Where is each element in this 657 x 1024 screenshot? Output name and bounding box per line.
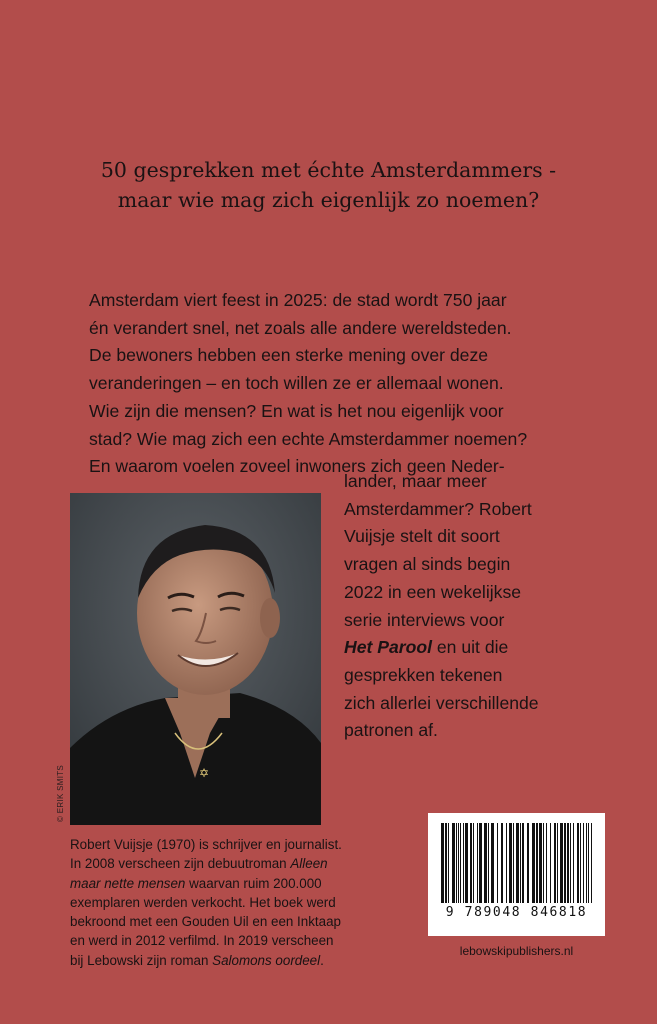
barcode-bar xyxy=(588,823,589,903)
bio-text: waarvan ruim 200.000 xyxy=(185,875,322,891)
barcode-bar xyxy=(458,823,459,903)
barcode-bar xyxy=(497,823,498,903)
blurb-line: patronen af. xyxy=(344,720,438,741)
newspaper-title: Het Parool xyxy=(344,637,432,658)
book-title: Salomons oordeel xyxy=(212,952,321,968)
barcode-bar xyxy=(532,823,535,903)
barcode-bar xyxy=(570,823,571,903)
barcode-bar xyxy=(546,823,547,903)
barcode-bar xyxy=(509,823,512,903)
barcode-bar xyxy=(460,823,461,903)
barcode-bar xyxy=(441,823,444,903)
barcode-bar xyxy=(554,823,556,903)
bio-line: exemplaren werden verkocht. Het boek werd xyxy=(70,894,336,910)
barcode-bar xyxy=(513,823,514,903)
barcode-bar xyxy=(445,823,447,903)
barcode-bar xyxy=(560,823,563,903)
barcode-bar xyxy=(484,823,487,903)
barcode-bar xyxy=(567,823,569,903)
blurb-continuation xyxy=(344,468,539,745)
barcode-bar xyxy=(456,823,457,903)
blurb-line: lander, maar meer xyxy=(344,471,487,491)
barcode-bar xyxy=(536,823,538,903)
blurb-line: Vuijsje stelt dit soort xyxy=(344,526,500,547)
blurb-line: En waarom voelen zoveel inwoners zich geen Neder- xyxy=(89,456,505,477)
barcode-bar xyxy=(516,823,519,903)
svg-text:✡: ✡ xyxy=(199,766,210,780)
barcode-bar xyxy=(479,823,482,903)
barcode-bar xyxy=(520,823,521,903)
barcode-bar xyxy=(522,823,524,903)
barcode-bar xyxy=(539,823,542,903)
blurb-line: vragen al sinds begin xyxy=(344,554,511,575)
barcode-bar xyxy=(448,823,449,903)
blurb-line: Amsterdammer? Robert xyxy=(344,498,532,519)
book-title: Alleen xyxy=(290,856,328,872)
publisher-website: lebowskipublishers.nl xyxy=(459,944,574,958)
tagline-line-2: maar wie mag zich eigenlijk zo noemen? xyxy=(117,188,540,212)
barcode-bar xyxy=(473,823,474,903)
barcode-bar xyxy=(564,823,566,903)
barcode-bar xyxy=(543,823,544,903)
blurb-line: Amsterdam viert feest in 2025: de stad wordt 750 jaar xyxy=(89,290,507,310)
barcode-bar xyxy=(580,823,581,903)
bio-line xyxy=(70,874,342,893)
barcode-bar xyxy=(463,823,464,903)
blurb-line: 2022 in een wekelijkse xyxy=(344,581,522,602)
barcode-bar xyxy=(501,823,503,903)
blurb-line: serie interviews voor xyxy=(344,609,505,630)
bio-line: Robert Vuijsje (1970) is schrijver en journalist. xyxy=(70,837,342,852)
barcode-bar xyxy=(452,823,455,903)
author-bio xyxy=(70,835,342,970)
barcode-bar xyxy=(573,823,574,903)
blurb-line xyxy=(344,634,539,662)
bio-line: bekroond met een Gouden Uil en een Inktaap xyxy=(70,914,341,930)
author-portrait-illustration xyxy=(70,493,321,825)
tagline-line-1: 50 gesprekken met échte Amsterdammers - xyxy=(100,158,557,182)
blurb-line: stad? Wie mag zich een echte Amsterdammer noemen? xyxy=(89,428,528,449)
blurb-line: Wie zijn die mensen? En wat is het nou eigenlijk voor xyxy=(89,400,504,421)
blurb-line: veranderingen – en toch willen ze er allemaal wonen. xyxy=(89,373,504,394)
bio-text: bij Lebowski zijn roman xyxy=(70,952,213,968)
barcode-bar xyxy=(583,823,584,903)
blurb-paragraph xyxy=(89,287,527,481)
bio-text: In 2008 verscheen zijn debuutroman xyxy=(70,856,291,872)
blurb-line: gesprekken tekenen xyxy=(344,664,503,685)
blurb-line: zich allerlei verschillende xyxy=(344,692,539,713)
bio-line: en werd in 2012 verfilmd. In 2019 verscheen xyxy=(70,933,334,949)
barcode-bar xyxy=(506,823,507,903)
barcode-bar xyxy=(577,823,579,903)
book-title: maar nette mensen xyxy=(70,875,186,891)
barcode-bars xyxy=(441,823,592,903)
tagline xyxy=(0,155,657,215)
blurb-line: én verandert snel, net zoals alle andere wereldsteden. xyxy=(89,317,512,338)
barcode-bar xyxy=(488,823,489,903)
bio-line xyxy=(70,854,342,873)
author-photo xyxy=(70,493,321,825)
barcode-bar xyxy=(527,823,529,903)
photo-credit: © ERIK SMITS xyxy=(56,764,65,822)
blurb-line: De bewoners hebben een sterke mening over deze xyxy=(89,345,489,366)
isbn-number: 9 789048 846818 xyxy=(445,905,588,920)
barcode-bar xyxy=(470,823,472,903)
barcode-bar xyxy=(491,823,494,903)
blurb-text: en uit die xyxy=(432,637,509,658)
barcode-bar xyxy=(557,823,558,903)
barcode-bar xyxy=(591,823,592,903)
barcode-bar xyxy=(586,823,587,903)
barcode-bar xyxy=(550,823,551,903)
bio-text: . xyxy=(320,952,324,968)
bio-line xyxy=(70,951,342,970)
barcode-bar xyxy=(465,823,468,903)
barcode xyxy=(428,813,605,936)
barcode-bar xyxy=(477,823,478,903)
